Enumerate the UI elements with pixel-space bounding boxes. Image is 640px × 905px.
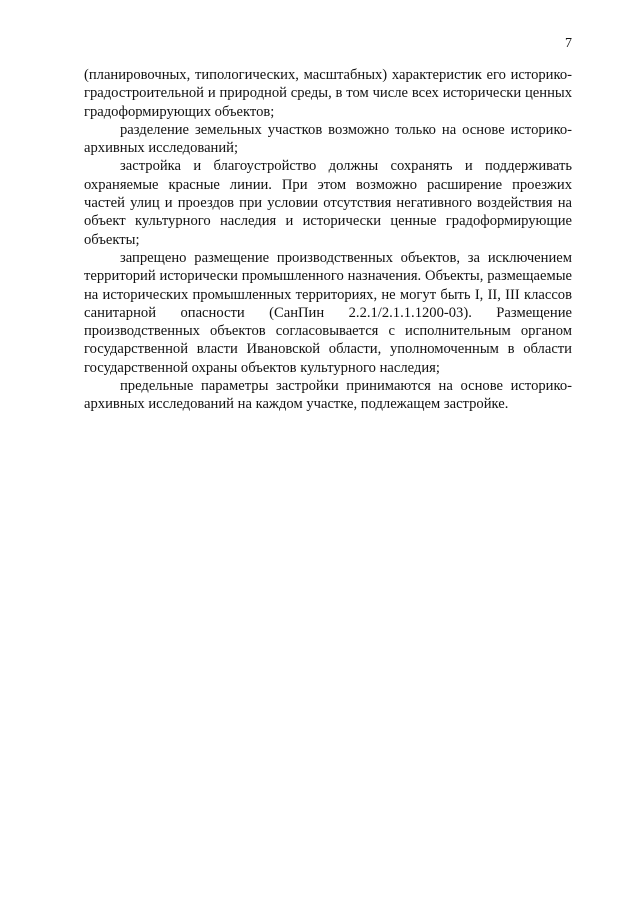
paragraph-characteristics-continuation: (планировочных, типологических, масштабных) характеристик его историко-градостроительной и природной среды, в том числе всех исторически ценных градоформирующих объектов; [84,67,572,120]
paragraph-industrial-objects: запрещено размещение производственных объектов, за исключением территорий исторически промышленного назначения. Объекты, размещаемые на исторических промышленных территориях, не могут быть I, II, III классов санитарной опасности (СанПин 2.2.1/2.1.1.1200-03). Размещение производственных объектов согласовывается с исполнительным органом государственной власти Ивановской области, уполномоченным в области государственной охраны объектов культурного наследия; [84,249,572,376]
paragraph-building-parameters: предельные параметры застройки принимаются на основе историко-архивных исследований на каждом участке, подлежащем застройке. [84,378,572,413]
paragraph-red-lines: застройка и благоустройство должны сохранять и поддерживать охраняемые красные линии. При этом возможно расширение проезжих частей улиц и проездов при условии отсутствия негативного воздействия на объект культурного наследия и исторически ценные градоформирующие объекты; [84,158,572,248]
page-number: 7 [565,36,572,51]
document-body [84,66,572,414]
paragraph-land-division: разделение земельных участков возможно только на основе историко-архивных исследований; [84,121,572,157]
